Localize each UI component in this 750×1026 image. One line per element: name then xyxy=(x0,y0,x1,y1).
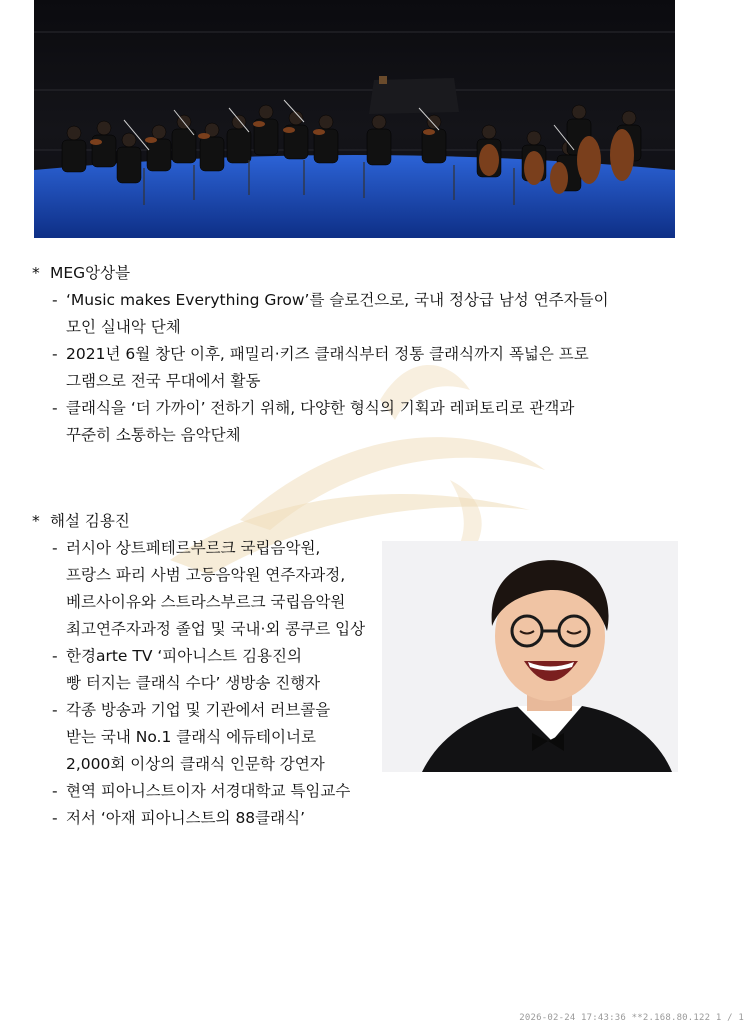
item-text: 2,000회 이상의 클래식 인문학 강연자 xyxy=(66,755,325,773)
item-text: 2021년 6월 창단 이후, 패밀리·키즈 클래식부터 정통 클래식까지 폭넓은 프로 xyxy=(66,345,589,363)
ensemble-title: MEG앙상블 xyxy=(50,264,131,282)
dash-marker: - xyxy=(52,291,58,309)
list-item xyxy=(32,287,692,341)
ensemble-heading xyxy=(32,260,692,287)
ensemble-list xyxy=(32,287,692,449)
list-item xyxy=(32,805,692,832)
item-text: 저서 ‘아재 피아니스트의 88클래식’ xyxy=(66,809,306,827)
list-item xyxy=(32,395,692,449)
item-text: 클래식을 ‘더 가까이’ 전하기 위해, 다양한 형식의 기획과 레퍼토리로 관객과 xyxy=(66,399,575,417)
print-footer: 2026-02-24 17:43:36 **2.168.80.122 1 / 1 xyxy=(519,1013,744,1023)
dash-marker: - xyxy=(52,345,58,363)
item-text: 프랑스 파리 사범 고등음악원 연주자과정, xyxy=(66,566,346,584)
dash-marker: - xyxy=(52,647,58,665)
list-item xyxy=(32,341,692,395)
dash-marker: - xyxy=(52,809,58,827)
dash-marker: - xyxy=(52,782,58,800)
list-item xyxy=(32,778,692,805)
item-text: 그램으로 전국 무대에서 활동 xyxy=(66,372,261,390)
bullet-star: * xyxy=(32,264,40,282)
commentator-portrait xyxy=(382,541,678,772)
item-text: 한경arte TV ‘피아니스트 김용진의 xyxy=(66,647,302,665)
ensemble-section xyxy=(32,260,692,449)
item-text: 베르사이유와 스트라스부르크 국립음악원 xyxy=(66,593,346,611)
item-text: 빵 터지는 클래식 수다’ 생방송 진행자 xyxy=(66,674,321,692)
dash-marker: - xyxy=(52,701,58,719)
dash-marker: - xyxy=(52,539,58,557)
commentator-heading xyxy=(32,508,692,535)
item-text: 최고연주자과정 졸업 및 국내·외 콩쿠르 입상 xyxy=(66,620,366,638)
item-text: 러시아 상트페테르부르크 국립음악원, xyxy=(66,539,321,557)
item-text: ‘Music makes Everything Grow’를 슬로건으로, 국내 정상급 남성 연주자들이 xyxy=(66,291,609,309)
bullet-star: * xyxy=(32,512,40,530)
commentator-title: 해설 김용진 xyxy=(50,512,130,530)
item-text: 현역 피아니스트이자 서경대학교 특임교수 xyxy=(66,782,351,800)
item-text: 각종 방송과 기업 및 기관에서 러브콜을 xyxy=(66,701,331,719)
dash-marker: - xyxy=(52,399,58,417)
item-text: 모인 실내악 단체 xyxy=(66,318,181,336)
item-text: 받는 국내 No.1 클래식 에듀테이너로 xyxy=(66,728,316,746)
orchestra-photo xyxy=(34,0,675,238)
item-text: 꾸준히 소통하는 음악단체 xyxy=(66,426,241,444)
